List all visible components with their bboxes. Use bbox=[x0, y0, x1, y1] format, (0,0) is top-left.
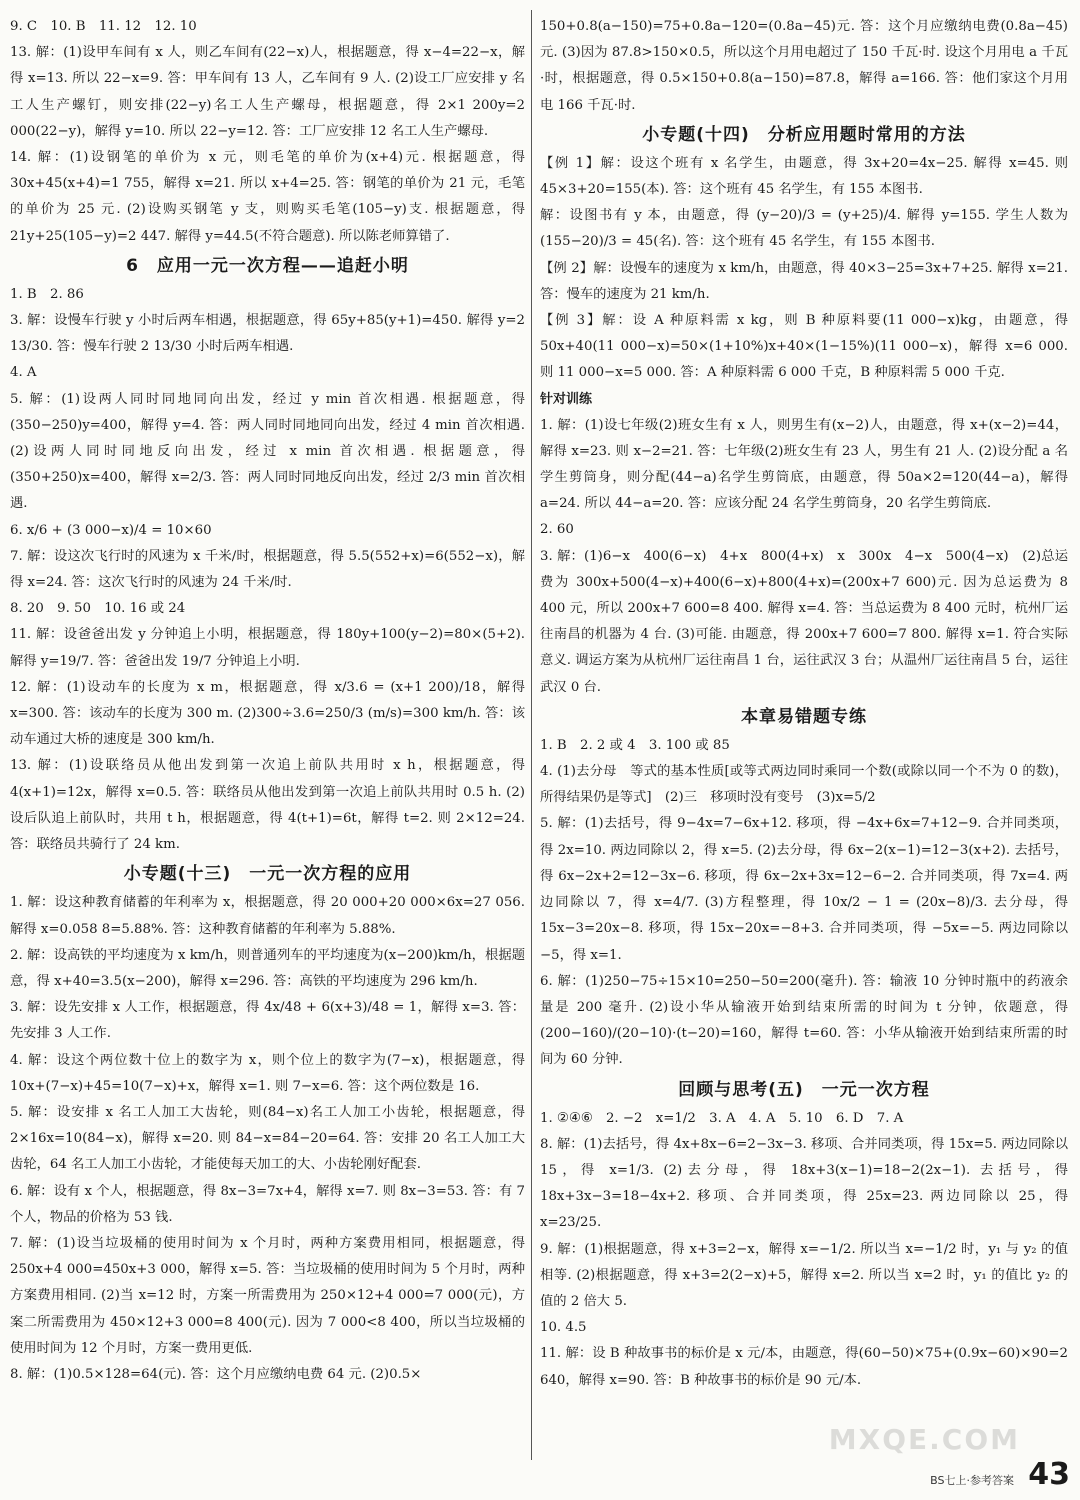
answer-paragraph: 1. B 2. 86 bbox=[10, 286, 84, 302]
answer-paragraph: 【例 1】解：设这个班有 x 名学生，由题意，得 3x+20=4x−25. 解得 x=45. 则 45×3+20=155(本). 答：这个班有 45 名学生，有 155 本图书. bbox=[540, 155, 1068, 198]
answer-paragraph: 3. 解：(1)6−x 400(6−x) 4+x 800(4+x) x 300x 4−x 500(4−x) (2)总运费为 300x+500(4−x)+400(6−x)+800(4+x)=(200x+7 600)元. 因为总运费为 8 400 元，所以 200x+7 600=8 400. 解得 x=4. 答：当总运费为 8 400 元时，杭州厂运往南昌的机器为 4 台. (3)可能. 由题意，得 200x+7 600=7 800. 解得 x=1. 符合实际意义. 调运方案为从杭州厂运往南昌 1 台，运往武汉 3 台；从温州厂运往南昌 5 台，运往武汉 0 台. bbox=[540, 548, 1068, 695]
answer-paragraph: 9. 解：(1)根据题意，得 x+3=2−x，解得 x=−1/2. 所以当 x=−1/2 时，y₁ 与 y₂ 的值相等. (2)根据题意，得 x+3=2(2−x)+5，解得 x=2. 所以当 x=2 时，y₁ 的值比 y₂ 的值的 2 倍大 5. bbox=[540, 1241, 1068, 1309]
answer-paragraph: 11. 解：设爸爸出发 y 分钟追上小明，根据题意，得 180y+100(y−2)=80×(5+2). 解得 y=19/7. 答：爸爸出发 19/7 分钟追上小明. bbox=[10, 627, 525, 669]
answer-paragraph: 4. (1)去分母 等式的基本性质[或等式两边同时乘同一个数(或除以同一个不为 0 的数)，所得结果仍是等式] (2)三 移项时没有变号 (3)x=5/2 bbox=[540, 764, 1068, 806]
answer-paragraph: 1. 解：设这种教育储蓄的年利率为 x，根据题意，得 20 000+20 000×6x=27 056. 解得 x=0.058 8=5.88%. 答：这种教育储蓄的年利率为 5.88%. bbox=[10, 895, 525, 937]
answer-paragraph: 5. 解：(1)去括号，得 9−4x=7−6x+12. 移项，得 −4x+6x=7+12−9. 合并同类项，得 2x=10. 两边同除以 2，得 x=5. (2)去分母，得 6x−2(x−1)=12−3(x+2). 去括号，得 6x−2x+2=12−3x−6. 移项，得 6x−2x+3x=12−6−2. 合并同类项，得 7x=4. 两边同除以 7，得 x=4/7. (3)方程整理，得 10x/2 − 1 = (20x−8)/3. 去分母，得 15x−3=20x−8. 移项，得 15x−20x=−8+3. 合并同类项，得 −5x=−5. 两边同除以 −5，得 x=1. bbox=[540, 816, 1068, 963]
answer-paragraph: 1. 解：(1)设七年级(2)班女生有 x 人，则男生有(x−2)人，由题意，得 x+(x−2)=44，解得 x=23. 则 x−2=21. 答：七年级(2)班女生有 23 人，男生有 21 人. (2)设分配 a 名学生剪筒身，则分配(44−a)名学生剪筒底，由题意，得 50a×2=120(44−a)，解得 a=24. 所以 44−a=20. 答：应该分配 24 名学生剪筒身，20 名学生剪筒底. bbox=[540, 417, 1068, 512]
answer-paragraph: 7. 解：设这次飞行时的风速为 x 千米/时，根据题意，得 5.5(552+x)=6(552−x)，解得 x=24. 答：这次飞行时的风速为 24 千米/时. bbox=[10, 548, 525, 591]
footer-label: BS七上·参考答案 bbox=[930, 1474, 1014, 1487]
answer-paragraph: 9. C 10. B 11. 12 12. 10 bbox=[10, 19, 197, 34]
answer-paragraph: 11. 解：设 B 种故事书的标价是 x 元/本，由题意，得(60−50)×75+(0.9x−60)×90=2 640，解得 x=90. 答：B 种故事书的标价是 90 元/本. bbox=[540, 1346, 1068, 1388]
answer-paragraph: 5. 解：(1)设两人同时同地同向出发，经过 y min 首次相遇. 根据题意，得(350−250)y=400，解得 y=4. 答：两人同时同地同向出发，经过 4 min 首次相遇. (2)设两人同时同地反向出发，经过 x min 首次相遇. 根据题意，得(350+250)x=400，解得 x=2/3. 答：两人同时同地反向出发，经过 2/3 min 首次相遇. bbox=[10, 391, 525, 512]
answer-paragraph: 8. 解：(1)去括号，得 4x+8x−6=2−3x−3. 移项、合并同类项，得 15x=5. 两边同除以 15，得 x=1/3. (2)去分母，得 18x+3(x−1)=18−2(2x−1). 去括号，得 18x+3x−3=18−4x+2. 移项、合并同类项，得 25x=23. 两边同除以 25，得 x=23/25. bbox=[540, 1136, 1068, 1231]
left-column bbox=[10, 14, 525, 1452]
answer-paragraph: 1. B 2. 2 或 4 3. 100 或 85 bbox=[540, 737, 730, 753]
watermark: MXQE.COM bbox=[828, 1423, 1020, 1456]
section-heading: 6 应用一元一次方程——追赶小明 bbox=[126, 255, 409, 276]
sub-heading: 针对训练 bbox=[540, 391, 593, 407]
section-heading: 回顾与思考(五) 一元一次方程 bbox=[678, 1079, 930, 1100]
answer-paragraph: 10. 4.5 bbox=[540, 1320, 587, 1336]
answer-paragraph: 7. 解：(1)设当垃圾桶的使用时间为 x 个月时，两种方案费用相同，根据题意，得 250x+4 000=450x+3 000，解得 x=5. 答：当垃圾桶的使用时间为 5 个月时，两种方案费用相同. (2)当 x=12 时，方案一所需费用为 250×12+4 000=7 000(元)，方案二所需费用为 450×12+3 000=8 400(元). 因为 7 000<8 400，所以当垃圾桶的使用时间为 12 个月时，方案一费用更低. bbox=[10, 1235, 525, 1356]
column-divider bbox=[531, 10, 532, 1460]
answer-paragraph: 3. 解：设先安排 x 人工作，根据题意，得 4x/48 + 6(x+3)/48 = 1，解得 x=3. 答：先安排 3 人工作. bbox=[10, 1000, 525, 1042]
answer-paragraph: 6. 解：(1)250−75÷15×10=250−50=200(毫升). 答：输液 10 分钟时瓶中的药液余量是 200 毫升. (2)设小华从输液开始到结束所需的时间为 t 分钟，依题意，得 (200−160)/(20−10)·(t−20)=160，解得 t=60. 答：小华从输液开始到结束所需的时间为 60 分钟. bbox=[540, 973, 1068, 1068]
answer-paragraph: 5. 解：设安排 x 名工人加工大齿轮，则(84−x)名工人加工小齿轮，根据题意，得 2×16x=10(84−x)，解得 x=20. 则 84−x=84−20=64. 答：安排 20 名工人加工大齿轮，64 名工人加工小齿轮，才能使每天加工的大、小齿轮刚好配套. bbox=[10, 1104, 525, 1173]
answer-paragraph: 4. A bbox=[10, 365, 37, 381]
section-heading: 小专题(十三) 一元一次方程的应用 bbox=[123, 864, 412, 885]
answer-paragraph: 13. 解：(1)设甲车间有 x 人，则乙车间有(22−x)人，根据题意，得 x−4=22−x，解得 x=13. 所以 22−x=9. 答：甲车间有 13 人，乙车间有 9 人. (2)设工厂应安排 y 名工人生产螺钉，则安排(22−y)名工人生产螺母，根据题意，得 2×1 200y=2 000(22−y)，解得 y=10. 所以 22−y=12. 答：工厂应安排 12 名工人生产螺母. bbox=[10, 45, 525, 139]
answer-paragraph: 2. 60 bbox=[540, 522, 574, 538]
answer-paragraph: 14. 解：(1)设钢笔的单价为 x 元，则毛笔的单价为(x+4)元. 根据题意，得 30x+45(x+4)=1 755，解得 x=21. 所以 x+4=25. 答：钢笔的单价为 21 元，毛笔的单价为 25 元. (2)设购买钢笔 y 支，则购买毛笔(105−y)支. 根据题意，得 21y+25(105−y)=2 447. 解得 y=44.5(不符合题意). 所以陈老师算错了. bbox=[10, 150, 525, 244]
answer-paragraph: 3. 解：设慢车行驶 y 小时后两车相遇，根据题意，得 65y+85(y+1)=450. 解得 y=2 13/30. 答：慢车行驶 2 13/30 小时后两车相遇. bbox=[10, 313, 525, 355]
answer-paragraph: 【例 3】解：设 A 种原料需 x kg，则 B 种原料要(11 000−x)kg，由题意，得 50x+40(11 000−x)=50×(1+10%)x+40×(1−15%)(11 000−x)，解得 x=6 000. 则 11 000−x=5 000. 答：A 种原料需 6 000 千克，B 种原料需 5 000 千克. bbox=[540, 313, 1068, 381]
page-number: 43 bbox=[1028, 1457, 1070, 1492]
answer-paragraph: 6. 解：设有 x 个人，根据题意，得 8x−3=7x+4，解得 x=7. 则 8x−3=53. 答：有 7 个人，物品的价格为 53 钱. bbox=[10, 1183, 525, 1225]
answer-paragraph: 2. 解：设高铁的平均速度为 x km/h，则普通列车的平均速度为(x−200)km/h，根据题意，得 x+40=3.5(x−200)，解得 x=296. 答：高铁的平均速度为 296 km/h. bbox=[10, 947, 525, 989]
answer-paragraph: 13. 解：(1)设联络员从他出发到第一次追上前队共用时 x h，根据题意，得 4(x+1)=12x，解得 x=0.5. 答：联络员从他出发到第一次追上前队共用时 0.5 h. (2)设后队追上前队时，共用 t h，根据题意，得 4(t+1)=6t，解得 t=2. 则 2×12=24. 答：联络员共骑行了 24 km. bbox=[10, 758, 525, 853]
answer-paragraph: 150+0.8(a−150)=75+0.8a−120=(0.8a−45)元. 答：这个月应缴纳电费(0.8a−45)元. (3)因为 87.8>150×0.5，所以这个月用电超过了 150 千瓦·时. 设这个月用电 a 千瓦·时，根据题意，得 0.5×150+0.8(a−150)=87.8，解得 a=166. 答：他们家这个月用电 166 千瓦·时. bbox=[540, 19, 1068, 113]
answer-paragraph: 解：设图书有 y 本，由题意，得 (y−20)/3 = (y+25)/4. 解得 y=155. 学生人数为 (155−20)/3 = 45(名). 答：这个班有 45 名学生，有 155 本图书. bbox=[540, 208, 1068, 250]
answer-paragraph: 12. 解：(1)设动车的长度为 x m，根据题意，得 x/3.6 = (x+1 200)/18，解得 x=300. 答：该动车的长度为 300 m. (2)300÷3.6=250/3 (m/s)=300 km/h. 答：该动车通过大桥的速度是 300 km/h. bbox=[10, 679, 525, 748]
answer-paragraph: 4. 解：设这个两位数十位上的数字为 x，则个位上的数字为(7−x)，根据题意，得 10x+(7−x)+45=10(7−x)+x，解得 x=1. 则 7−x=6. 答：这个两位数是 16. bbox=[10, 1052, 525, 1094]
answer-paragraph: 1. ②④⑥ 2. −2 x=1/2 3. A 4. A 5. 10 6. D 7. A bbox=[540, 1110, 904, 1126]
answer-paragraph: 6. x/6 + (3 000−x)/4 = 10×60 bbox=[10, 522, 212, 538]
answer-paragraph: 8. 解：(1)0.5×128=64(元). 答：这个月应缴纳电费 64 元. (2)0.5× bbox=[10, 1366, 422, 1382]
section-heading: 本章易错题专练 bbox=[741, 706, 867, 727]
answer-paragraph: 【例 2】解：设慢车的速度为 x km/h，由题意，得 40×3−25=3x+7+25. 解得 x=21. 答：慢车的速度为 21 km/h. bbox=[540, 260, 1068, 302]
answer-paragraph: 8. 20 9. 50 10. 16 或 24 bbox=[10, 601, 186, 617]
right-column bbox=[540, 14, 1068, 1452]
page-footer bbox=[0, 1423, 1080, 1492]
section-heading: 小专题(十四) 分析应用题时常用的方法 bbox=[642, 124, 966, 145]
